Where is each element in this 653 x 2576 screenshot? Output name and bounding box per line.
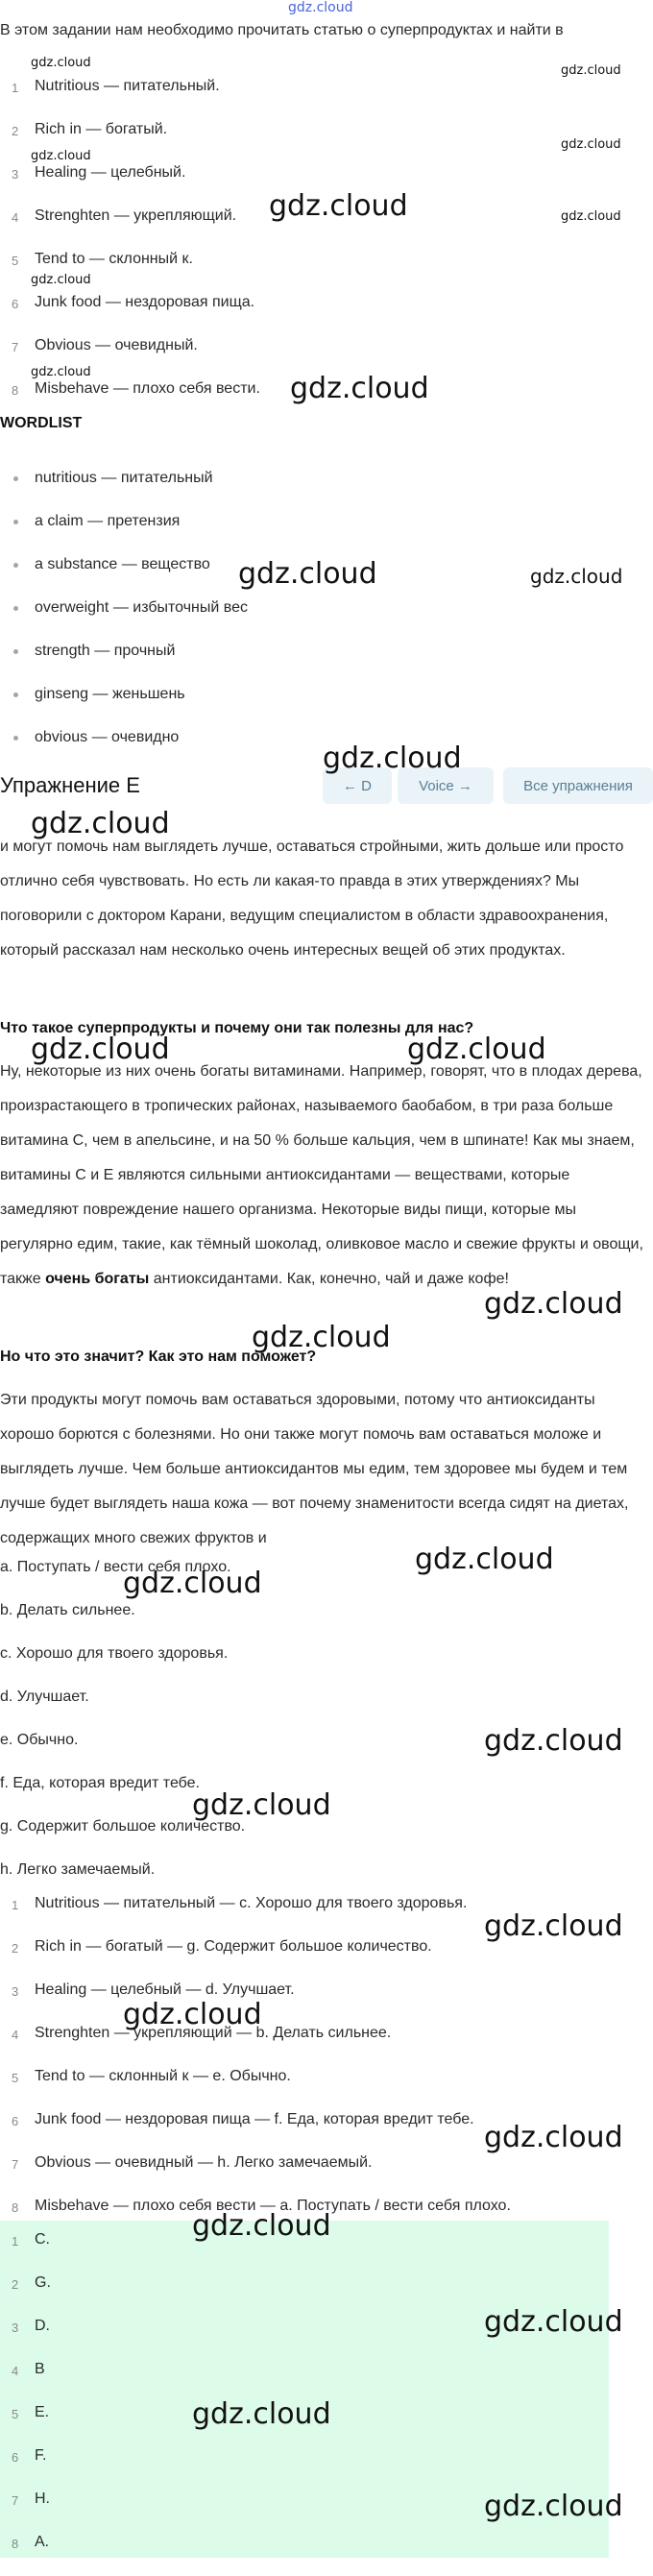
list-item: 5 Tend to — склонный к. <box>12 251 193 268</box>
list-item: 3 Healing — целебный — d. Улучшает. <box>12 1981 295 1999</box>
definition-item: h. Легко замечаемый. <box>0 1861 156 1878</box>
list-item: 8 Misbehave — плохо себя вести — a. Поступать / вести себя плохо. <box>12 2198 511 2215</box>
definition-item: e. Обычно. <box>0 1732 79 1748</box>
definition-item: c. Хорошо для твоего здоровья. <box>0 1645 229 1662</box>
voice-button[interactable]: Voice → <box>398 767 494 804</box>
watermark: gdz.cloud <box>31 807 170 840</box>
list-item: 4 B <box>12 2361 45 2378</box>
watermark: gdz.cloud <box>290 372 429 405</box>
list-item: strength — прочный <box>0 642 653 685</box>
watermark: gdz.cloud <box>484 2490 623 2523</box>
watermark: gdz.cloud <box>192 1788 331 1822</box>
watermark: gdz.cloud <box>31 149 91 163</box>
list-item: 2 G. <box>12 2274 51 2292</box>
list-item: ginseng — женьшень <box>0 685 653 728</box>
watermark: gdz.cloud <box>530 565 623 588</box>
definition-item: d. Улучшает. <box>0 1689 89 1705</box>
watermark: gdz.cloud <box>238 557 377 591</box>
definition-item: g. Содержит большое количество. <box>0 1818 246 1835</box>
list-item: 6 Junk food — нездоровая пища — f. Еда, которая вредит тебе. <box>12 2111 474 2128</box>
watermark: gdz.cloud <box>192 2209 331 2243</box>
list-item: 7 H. <box>12 2491 50 2508</box>
watermark: gdz.cloud <box>415 1543 554 1576</box>
watermark: gdz.cloud <box>407 1033 546 1066</box>
list-item: 6 F. <box>12 2447 47 2465</box>
wordlist-title: WORDLIST <box>0 415 83 431</box>
watermark: gdz.cloud <box>484 1287 623 1321</box>
definition-item: a. Поступать / вести себя плохо. <box>0 1559 231 1575</box>
watermark: gdz.cloud <box>288 0 353 15</box>
watermark: gdz.cloud <box>31 1033 170 1066</box>
watermark: gdz.cloud <box>484 1909 623 1943</box>
list-item: 2 Rich in — богатый — g. Содержит большое количество. <box>12 1938 432 1956</box>
vocab-list <box>0 77 653 423</box>
watermark: gdz.cloud <box>31 56 91 70</box>
watermark: gdz.cloud <box>561 209 621 224</box>
watermark: gdz.cloud <box>561 137 621 152</box>
list-item: 5 Tend to — склонный к — e. Обычно. <box>12 2068 291 2085</box>
list-item: 2 Rich in — богатый. <box>12 121 168 138</box>
list-item: a substance — вещество <box>0 555 653 598</box>
definition-item: f. Еда, которая вредит тебе. <box>0 1775 200 1791</box>
watermark: gdz.cloud <box>31 365 91 379</box>
article-paragraph: Ну, некоторые из них очень богаты витаминами. Например, говорят, что в плодах дерева, произрастающего в тропических районах, называемого баобабом, в три раза больше витамина C, чем в апельсине, и на 50 % больше кальция, чем в шпинате! Как мы знаем, витамины C и E являются сильными антиоксидантами — веществами, которые замедляют повреждение нашего организма. Некоторые виды пищи, которые мы регулярно едим, такие, как тёмный шоколад, оливковое масло и свежие фрукты и овощи, также очень богаты антиоксидантами. Как, конечно, чай и даже кофе! <box>0 1063 643 1287</box>
watermark: gdz.cloud <box>323 741 462 775</box>
article-heading: Но что это значит? Как это нам поможет? <box>0 1349 317 1365</box>
article-paragraph: Эти продукты могут помочь вам оставаться здоровыми, потому что антиоксиданты хорошо борются с болезнями. Но они также могут помочь вам оставаться моложе и выглядеть лучше. Чем больше антиоксидантов мы едим, тем здоровее мы будем и тем лучше будет выглядеть наша кожа — вот почему знаменитости всегда сидят на диетах, содержащих много свежих фруктов и <box>0 1392 629 1546</box>
watermark: gdz.cloud <box>484 2305 623 2339</box>
watermark: gdz.cloud <box>192 2397 331 2431</box>
watermark: gdz.cloud <box>252 1321 391 1354</box>
list-item: 1 C. <box>12 2231 50 2248</box>
list-item: 5 E. <box>12 2404 50 2421</box>
matches-list <box>0 1894 653 2240</box>
watermark: gdz.cloud <box>484 1724 623 1758</box>
watermark: gdz.cloud <box>269 189 408 223</box>
definition-item: b. Делать сильнее. <box>0 1602 135 1618</box>
list-item: 1 Nutritious — питательный. <box>12 78 220 95</box>
list-item: 6 Junk food — нездоровая пища. <box>12 294 255 311</box>
list-item: overweight — избыточный вес <box>0 598 653 642</box>
list-item: 1 Nutritious — питательный — c. Хорошо для твоего здоровья. <box>12 1895 468 1912</box>
list-item: nutritious — питательный <box>0 469 653 512</box>
all-exercises-button[interactable]: Все упражнения <box>503 767 653 804</box>
intro-text: В этом задании нам необходимо прочитать статью о суперпродуктах и найти в <box>0 22 564 38</box>
wordlist <box>0 469 653 771</box>
watermark: gdz.cloud <box>123 1567 262 1600</box>
list-item: a claim — претензия <box>0 512 653 555</box>
watermark: gdz.cloud <box>484 2121 623 2154</box>
list-item: 3 Healing — целебный. <box>12 164 186 182</box>
article-paragraph: и могут помочь нам выглядеть лучше, оставаться стройными, жить дольше или просто отлично себя чувствовать. Но есть ли какая-то правда в этих утверждениях? Мы поговорили с доктором Карани, ведущим специалистом в области здравоохранения, который рассказал нам несколько очень интересных вещей об этих продуктах. <box>0 838 624 959</box>
list-item: 7 Obvious — очевидный. <box>12 337 198 354</box>
list-item: obvious — очевидно <box>0 728 653 771</box>
list-item: 8 Misbehave — плохо себя вести. <box>12 380 260 398</box>
list-item: 4 Strenghten — укрепляющий — b. Делать сильнее. <box>12 2025 392 2042</box>
exercise-title: Упражнение E <box>0 773 140 797</box>
prev-exercise-button[interactable]: ← D <box>323 767 392 804</box>
watermark: gdz.cloud <box>561 63 621 78</box>
watermark: gdz.cloud <box>123 1998 262 2031</box>
list-item: 7 Obvious — очевидный — h. Легко замечаемый. <box>12 2154 373 2172</box>
list-item: 8 A. <box>12 2534 50 2551</box>
article-heading: Что такое суперпродукты и почему они так полезны для нас? <box>0 1020 474 1036</box>
list-item: 3 D. <box>12 2318 50 2335</box>
list-item: 4 Strenghten — укрепляющий. <box>12 207 237 225</box>
watermark: gdz.cloud <box>31 273 91 287</box>
